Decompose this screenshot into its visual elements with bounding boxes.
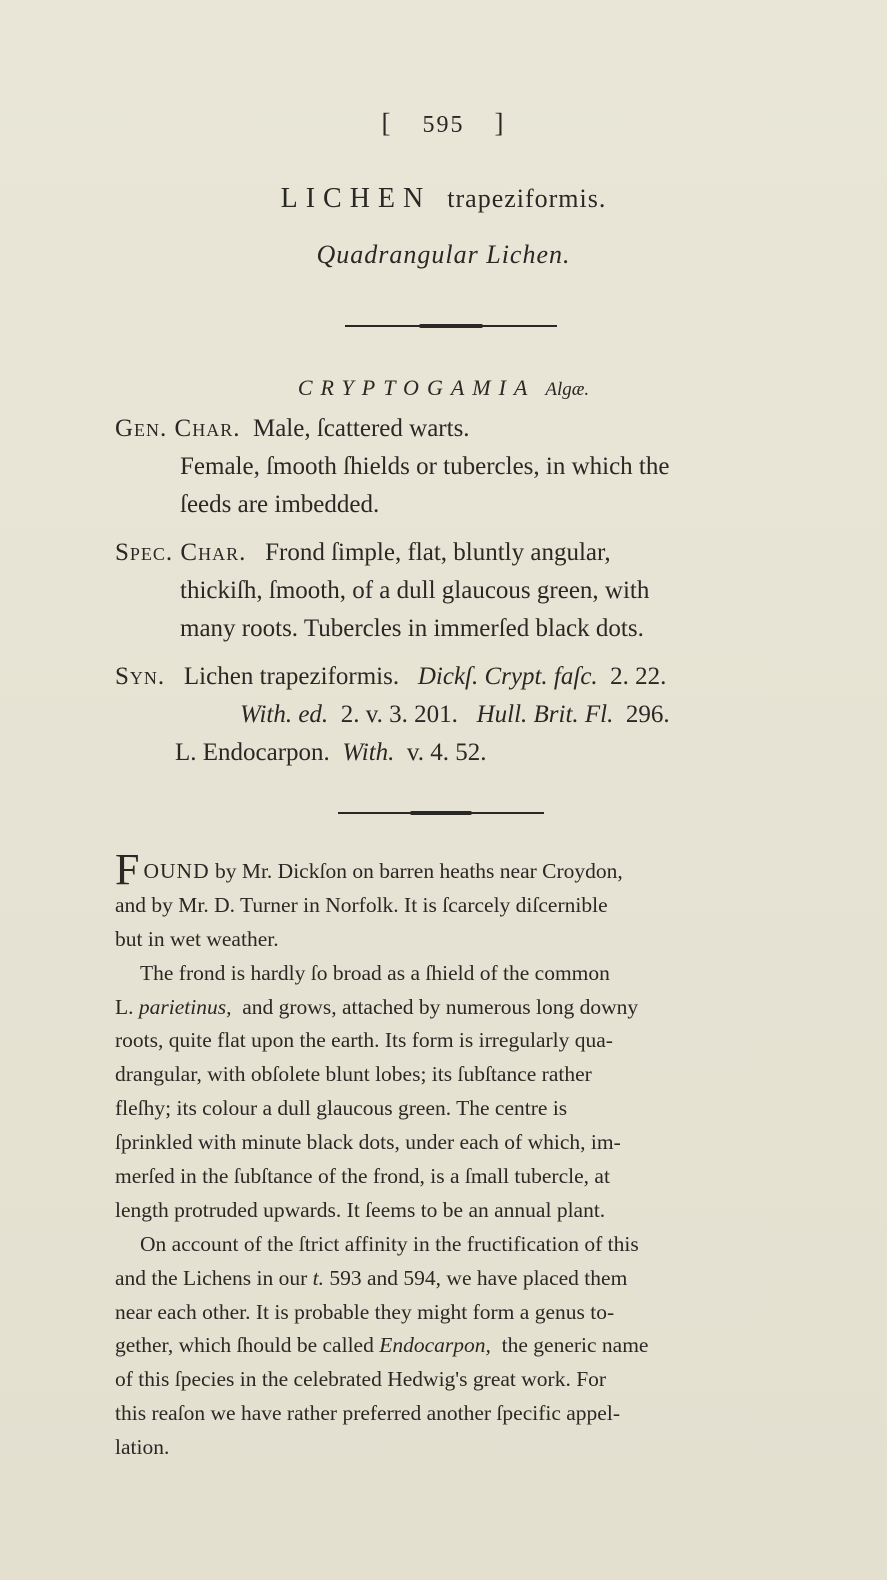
body-p2-line-6 [115, 1126, 770, 1160]
body-p3-text-6: this reaſon we have rather preferred another ſpecific appel- [115, 1401, 620, 1426]
description-body [115, 845, 770, 1465]
syn-line-1 [115, 658, 780, 696]
body-p1-line-2 [115, 889, 770, 923]
page-number [0, 108, 887, 139]
ornamental-rule-top [345, 325, 557, 327]
gen-char-label: Gen. Char. [115, 415, 241, 442]
page-number-value: 595 [422, 112, 465, 138]
body-p2-text-2a: L. [115, 994, 134, 1019]
class-name: CRYPTOGAMIA [297, 375, 536, 400]
body-p3-line-5 [115, 1363, 770, 1397]
body-p1-text-3: but in wet weather. [115, 926, 279, 951]
body-p2-text-3: roots, quite flat upon the earth. Its form is irregularly qua- [115, 1028, 613, 1053]
body-p1-text-1: by Mr. Dickſon on barren heaths near Croydon, [214, 859, 623, 883]
body-p3-line-7 [115, 1431, 770, 1465]
body-p3-line-2 [115, 1262, 770, 1296]
syn-ref-2-title: With. ed. [240, 701, 329, 728]
gen-char-line-3 [115, 486, 780, 524]
spec-char-text-3: many roots. Tubercles in immerſed black dots. [180, 615, 644, 642]
syn-ref-4-title: With. [342, 739, 395, 766]
syn-text-1: Lichen trapeziformis. [183, 663, 400, 690]
body-p2-line-2 [115, 991, 770, 1025]
body-p1-line-1 [115, 845, 770, 894]
body-p2-text-6: ſprinkled with minute black dots, under each of which, im- [115, 1130, 621, 1155]
body-p2-text-5: fleſhy; its colour a dull glaucous green. The centre is [115, 1096, 568, 1121]
page-number-close-bracket: ] [494, 108, 506, 138]
gen-char-text-2: Female, ſmooth ſhields or tubercles, in which the [180, 453, 670, 480]
page-number-open-bracket: [ [381, 108, 393, 138]
gen-char-text-3: ſeeds are imbedded. [180, 491, 380, 518]
body-p2-line-8 [115, 1194, 770, 1228]
classification [0, 375, 887, 401]
body-p3-line-1 [115, 1228, 770, 1262]
syn-label: Syn. [115, 663, 166, 690]
spec-char-line-1 [115, 534, 780, 572]
body-p2-text-7: merſed in the ſubſtance of the frond, is a ſmall tubercle, at [115, 1164, 610, 1189]
body-p2-text-1: The frond is hardly ſo broad as a ſhield of the common [140, 960, 610, 985]
body-p2-line-1 [115, 957, 770, 991]
drop-cap: F [115, 845, 140, 894]
common-name: Quadrangular Lichen. [316, 240, 571, 269]
species-title [0, 183, 887, 215]
body-p2-line-3 [115, 1024, 770, 1058]
body-p2-text-8: length protruded upwards. It ſeems to be an annual plant. [115, 1197, 606, 1222]
body-p2-line-4 [115, 1058, 770, 1092]
body-p3-line-6 [115, 1397, 770, 1431]
spec-char-line-2 [115, 572, 780, 610]
body-p3-text-1: On account of the ſtrict affinity in the fructification of this [140, 1231, 639, 1256]
first-word: OUND [143, 859, 210, 883]
body-p3-text-3: near each other. It is probable they might form a genus to- [115, 1299, 615, 1324]
body-p2-line-7 [115, 1160, 770, 1194]
body-p2-text-4: drangular, with obſolete blunt lobes; its ſubſtance rather [115, 1062, 592, 1087]
syn-text-3: L. Endocarpon. [175, 739, 330, 766]
body-p3-text-2-italic: t. [312, 1265, 324, 1290]
order-name: Algæ. [545, 379, 590, 400]
species-name: trapeziformis. [447, 184, 607, 213]
gen-char-line-2 [115, 448, 780, 486]
body-p2-text-2b: and grows, attached by numerous long downy [242, 994, 639, 1019]
syn-line-3 [115, 734, 780, 772]
body-p3-text-7: lation. [115, 1435, 170, 1460]
spec-char-text-1: Frond ſimple, flat, bluntly angular, [265, 539, 611, 566]
syn-ref-1-number: 2. 22. [610, 663, 667, 690]
body-p3-text-4-italic: Endocarpon, [379, 1333, 491, 1358]
body-p3-text-5: of this ſpecies in the celebrated Hedwig's great work. For [115, 1367, 607, 1392]
body-p3-text-2b: 593 and 594, we have placed them [329, 1265, 628, 1290]
syn-ref-2-number: 2. v. 3. 201. [340, 701, 458, 728]
syn-line-2 [115, 696, 780, 734]
syn-ref-1-title: Dickſ. Crypt. faſc. [417, 663, 598, 690]
body-p3-line-3 [115, 1296, 770, 1330]
body-p3-text-2a: and the Lichens in our [115, 1265, 308, 1290]
genus-name: LICHEN [280, 183, 432, 214]
body-p2-text-2-italic: parietinus, [138, 994, 232, 1019]
body-p2-line-5 [115, 1092, 770, 1126]
syn-ref-3-number: 296. [625, 701, 670, 728]
spec-char-label: Spec. Char. [115, 539, 247, 566]
body-p3-line-4 [115, 1329, 770, 1363]
gen-char-line-1 [115, 410, 780, 448]
body-p3-text-4a: gether, which ſhould be called [115, 1333, 374, 1358]
character-block [115, 410, 780, 772]
body-p1-text-2: and by Mr. D. Turner in Norfolk. It is ſcarcely diſcernible [115, 892, 608, 917]
syn-ref-3-title: Hull. Brit. Fl. [476, 701, 614, 728]
body-p3-text-4b: the generic name [501, 1333, 649, 1358]
ornamental-rule-middle [338, 812, 544, 814]
syn-ref-4-number: v. 4. 52. [406, 739, 487, 766]
spec-char-line-3 [115, 610, 780, 648]
body-p1-line-3 [115, 923, 770, 957]
gen-char-text-1: Male, ſcattered warts. [252, 415, 470, 442]
spec-char-text-2: thickiſh, ſmooth, of a dull glaucous green, with [180, 577, 650, 604]
